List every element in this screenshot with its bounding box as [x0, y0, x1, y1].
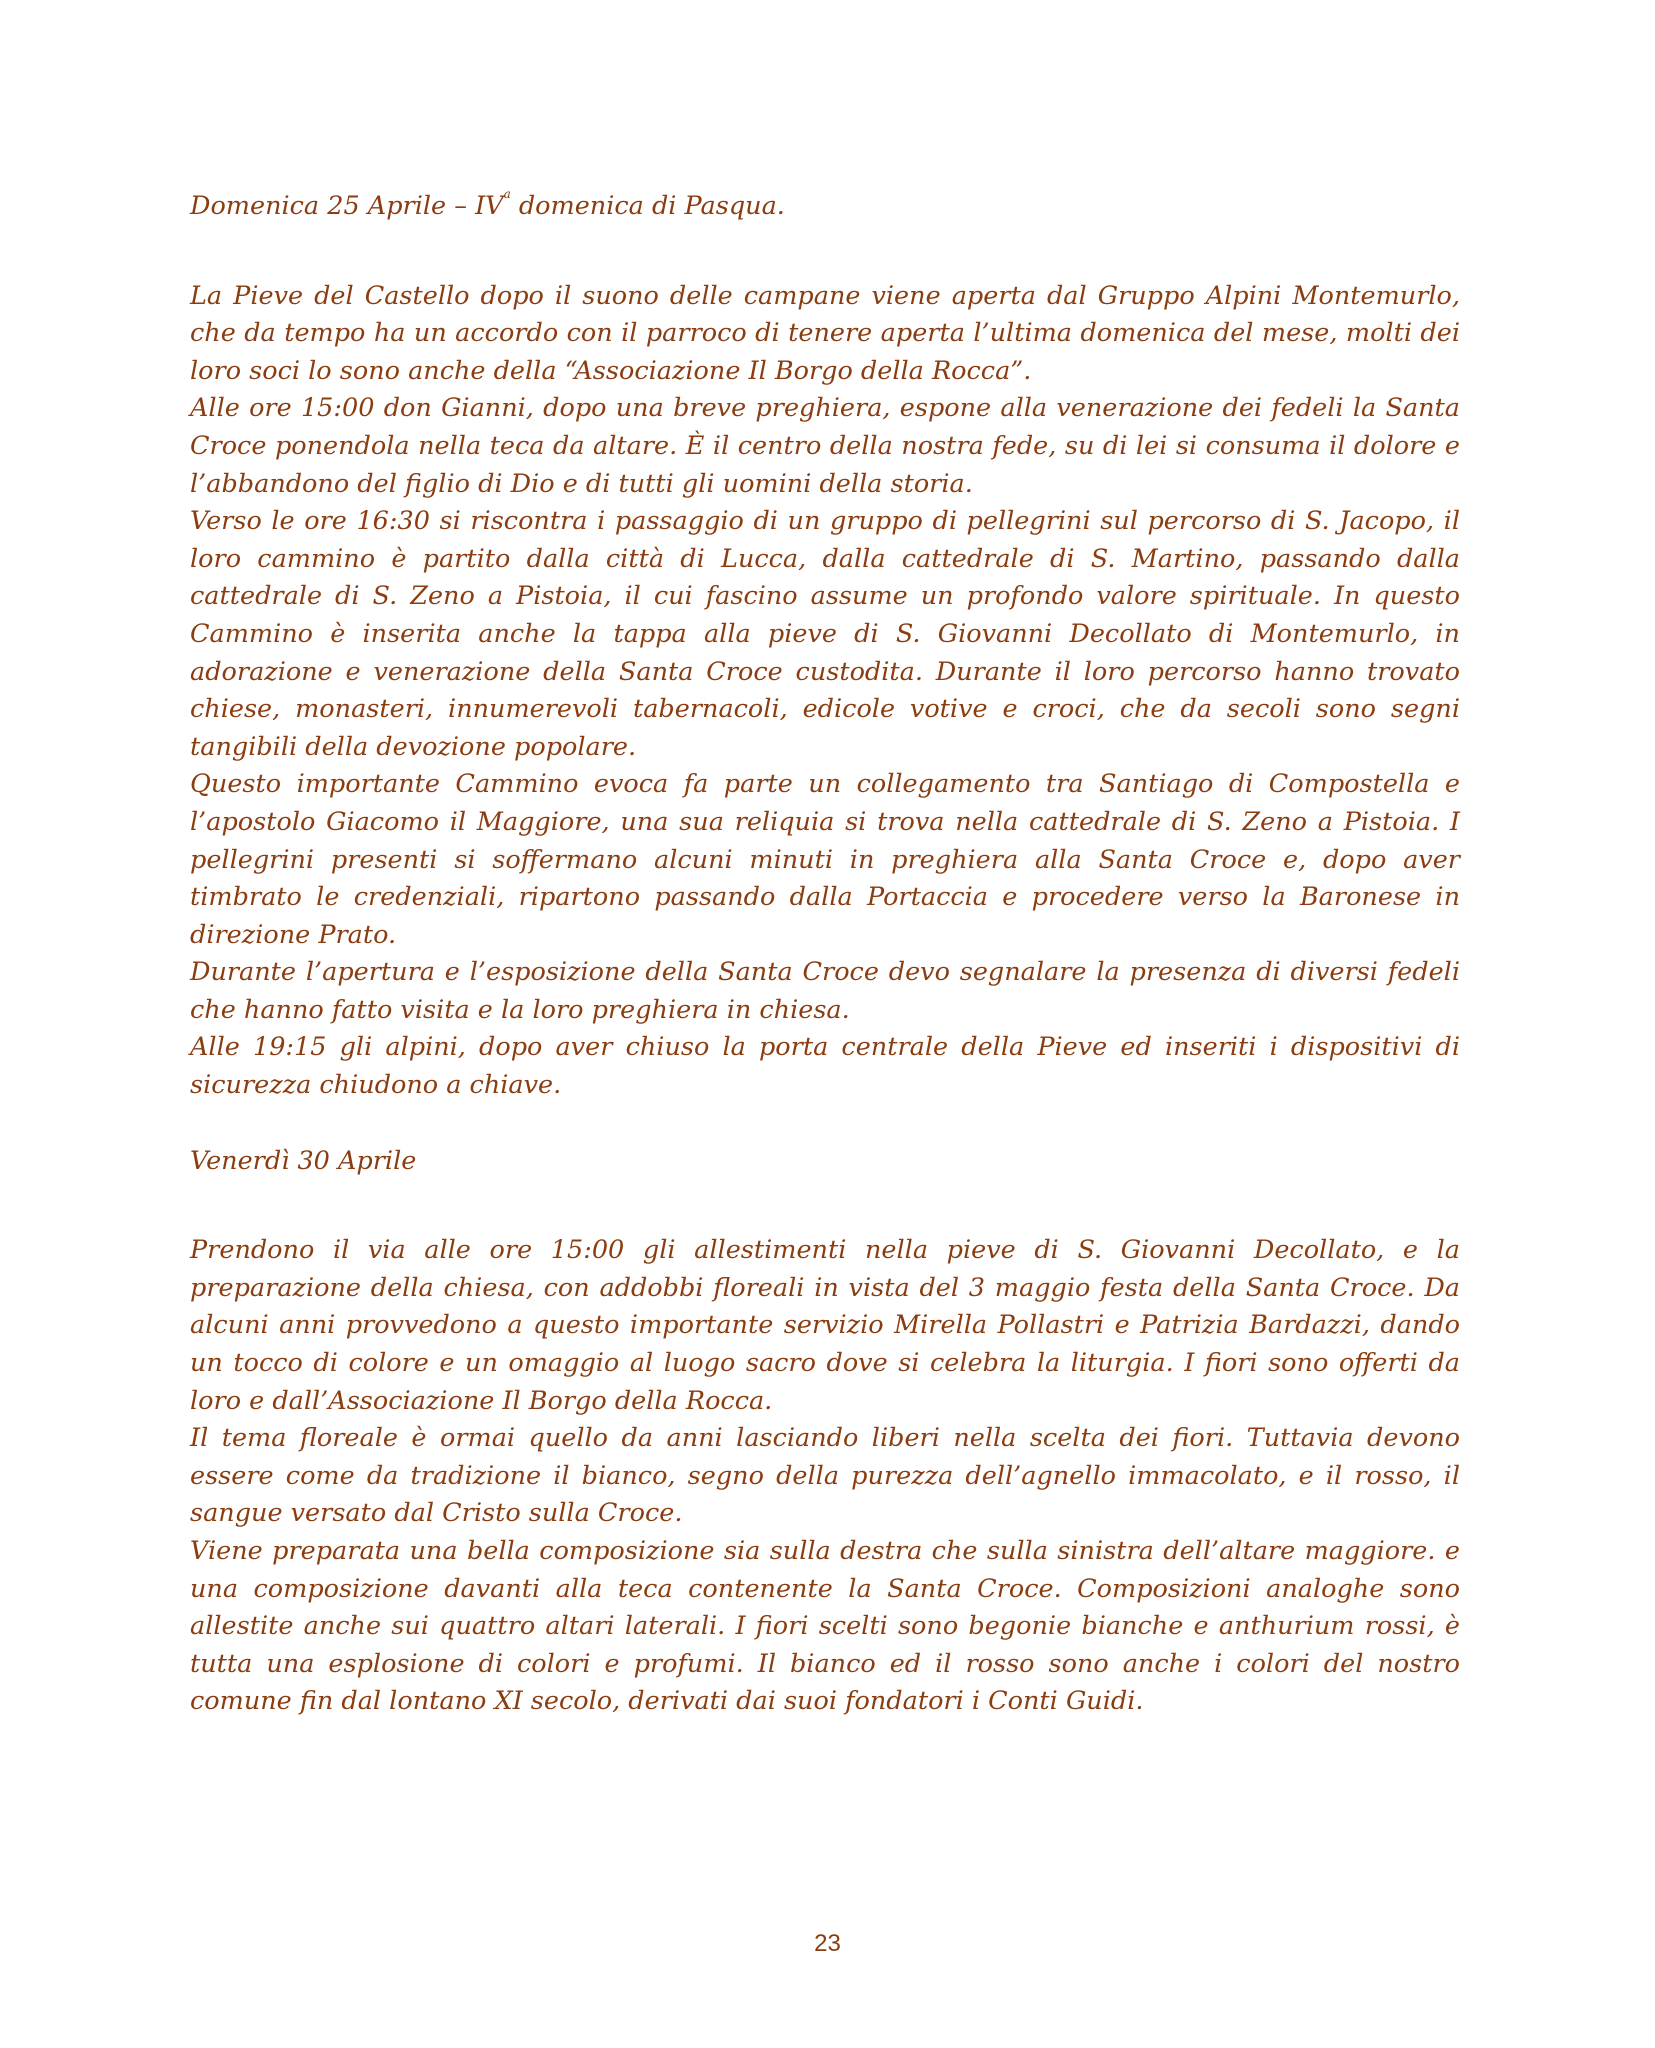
- page-number: 23: [814, 1930, 841, 1957]
- paragraph: Alle ore 15:00 don Gianni, dopo una breve preghiera, espone alla venerazione dei fedeli la Santa Croce ponendola nella teca da altare. È il centro della nostra fede, su di lei si consuma il dolore e l’abbandono del figlio di Dio e di tutti gli uomini della storia.: [190, 393, 1460, 499]
- spacer: [190, 1180, 1460, 1232]
- spacer: [190, 1105, 1460, 1143]
- section-heading-venerdi: Venerdì 30 Aprile: [190, 1145, 417, 1176]
- paragraph: Durante l’apertura e l’esposizione della Santa Croce devo segnalare la presenza di diversi fedeli che hanno fatto visita e la loro preghiera in chiesa.: [190, 957, 1460, 1025]
- heading-text: Domenica 25 Aprile – IV: [190, 191, 504, 221]
- heading-superscript: a: [503, 187, 511, 201]
- paragraph: Questo importante Cammino evoca fa parte un collegamento tra Santiago di Compostella e l’apostolo Giacomo il Maggiore, una sua reliquia si trova nella cattedrale di S. Zeno a Pistoia. I pellegrini presenti si soffermano alcuni minuti in preghiera alla Santa Croce e, dopo aver timbrato le credenziali, ripartono passando dalla Portaccia e procedere verso la Baronese in direzione Prato.: [190, 769, 1460, 950]
- paragraph: La Pieve del Castello dopo il suono delle campane viene aperta dal Gruppo Alpini Montemurlo, che da tempo ha un accordo con il parroco di tenere aperta l’ultima domenica del mese, molti dei loro soci lo sono anche della “Associazione Il Borgo della Rocca”.: [190, 280, 1460, 386]
- paragraph: Viene preparata una bella composizione sia sulla destra che sulla sinistra dell’altare maggiore. e una composizione davanti alla teca contenente la Santa Croce. Composizioni analoghe sono allestite anche sui quattro altari laterali. I fiori scelti sono begonie bianche e anthurium rossi, è tutta una esplosione di colori e profumi. Il bianco ed il rosso sono anche i colori del nostro comune fin dal lontano XI secolo, derivati dai suoi fondatori i Conti Guidi.: [190, 1536, 1460, 1717]
- document-body: [190, 188, 1460, 1721]
- section-heading-domenica: [190, 188, 1460, 226]
- spacer: [190, 226, 1460, 278]
- paragraph: Prendono il via alle ore 15:00 gli allestimenti nella pieve di S. Giovanni Decollato, e la preparazione della chiesa, con addobbi floreali in vista del 3 maggio festa della Santa Croce. Da alcuni anni provvedono a questo importante servizio Mirella Pollastri e Patrizia Bardazzi, dando un tocco di colore e un omaggio al luogo sacro dove si celebra la liturgia. I fiori sono offerti da loro e dall’Associazione Il Borgo della Rocca.: [190, 1235, 1460, 1416]
- paragraph: Verso le ore 16:30 si riscontra i passaggio di un gruppo di pellegrini sul percorso di S. Jacopo, il loro cammino è partito dalla città di Lucca, dalla cattedrale di S. Martino, passando dalla cattedrale di S. Zeno a Pistoia, il cui fascino assume un profondo valore spirituale. In questo Cammino è inserita anche la tappa alla pieve di S. Giovanni Decollato di Montemurlo, in adorazione e venerazione della Santa Croce custodita. Durante il loro percorso hanno trovato chiese, monasteri, innumerevoli tabernacoli, edicole votive e croci, che da secoli sono segni tangibili della devozione popolare.: [190, 506, 1460, 762]
- heading-text-rest: domenica di Pasqua.: [510, 191, 785, 221]
- paragraph: Il tema floreale è ormai quello da anni lasciando liberi nella scelta dei fiori. Tuttavia devono essere come da tradizione il bianco, segno della purezza dell’agnello immacolato, e il rosso, il sangue versato dal Cristo sulla Croce.: [190, 1423, 1460, 1529]
- paragraph: Alle 19:15 gli alpini, dopo aver chiuso la porta centrale della Pieve ed inseriti i dispositivi di sicurezza chiudono a chiave.: [190, 1032, 1460, 1101]
